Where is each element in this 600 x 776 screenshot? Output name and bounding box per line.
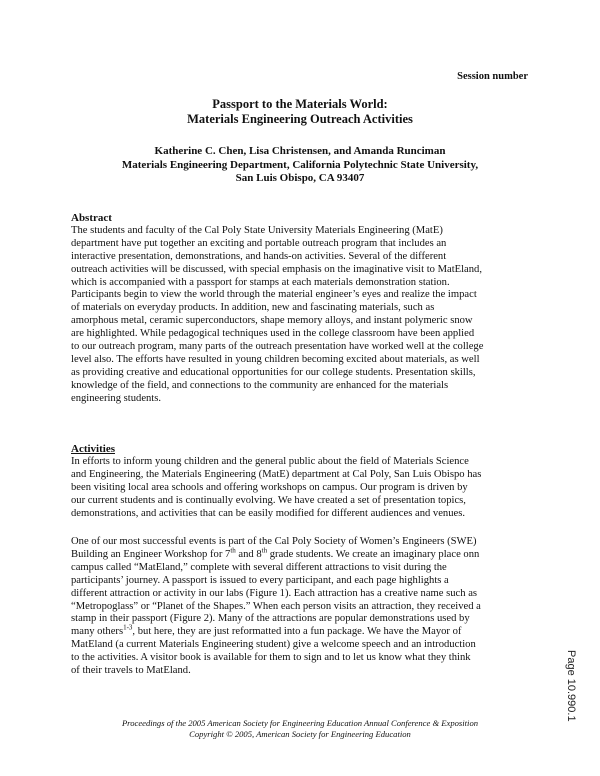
- activities-line: One of our most successful events is part of the Cal Poly Society of Women’s Engineers (SWE): [71, 536, 477, 547]
- author-block: [0, 145, 600, 186]
- activities-line: In efforts to inform young children and the general public about the field of Materials Science: [71, 455, 469, 467]
- abstract-body: [71, 225, 531, 406]
- activities-paragraph-2: [71, 536, 531, 678]
- text-span: Building an Engineer Workshop for 7: [71, 548, 231, 560]
- abstract-line: to our outreach program, many parts of the outreach presentation have worked well at the college: [71, 341, 484, 353]
- paper-title: [0, 97, 600, 127]
- text-span: grade students. We create an imaginary place onn: [267, 548, 480, 560]
- abstract-line: knowledge of the field, and connections to the community are enhanced for the materials: [71, 379, 449, 391]
- abstract-line: outreach activities will be discussed, with special emphasis on the imaginative visit to MatEland,: [71, 263, 483, 275]
- activities-line: our current students and is continually evolving. We have created a set of presentation topics,: [71, 494, 466, 506]
- abstract-line: interactive presentation, demonstrations, and hands-on activities. Several of the different: [71, 250, 447, 262]
- superscript: th: [261, 546, 268, 555]
- activities-section: [71, 443, 531, 520]
- session-number-label: Session number: [457, 71, 528, 82]
- footer-copyright: Copyright © 2005, American Society for Engineering Education: [189, 729, 411, 739]
- text-span: many others: [71, 626, 124, 638]
- abstract-line: The students and faculty of the Cal Poly State University Materials Engineering (MatE): [71, 224, 443, 236]
- activities-line: [71, 546, 531, 562]
- activities-line: stamp in their passport (Figure 2). Many of the attractions are popular demonstrations used by: [71, 613, 470, 625]
- abstract-line: of materials on everyday products. In addition, new and fascinating materials, such as: [71, 302, 435, 314]
- authors: Katherine C. Chen, Lisa Christensen, and Amanda Runciman: [154, 145, 446, 157]
- activities-paragraph-1: [71, 456, 531, 521]
- abstract-line: amorphous metal, ceramic superconductors, shape memory alloys, and instant polymeric snow: [71, 315, 473, 327]
- abstract-line: are highlighted. While pedagogical techniques used in the college classroom have been applied: [71, 328, 475, 340]
- activities-line: of their travels to MatEland.: [71, 665, 191, 677]
- citation-superscript: 1-3: [123, 623, 133, 632]
- title-line-1: Passport to the Materials World:: [212, 97, 388, 111]
- text-span: and 8: [235, 548, 262, 560]
- activities-line: campus called “MatEland,” complete with several different attractions to visit during the: [71, 561, 447, 573]
- affiliation-line-2: San Luis Obispo, CA 93407: [235, 172, 365, 184]
- activities-line: “Metropoglass” or “Planet of the Shapes.” When each person visits an attraction, they received a: [71, 600, 481, 612]
- abstract-line: engineering students.: [71, 392, 162, 404]
- activities-line: different attraction or activity in our labs (Figure 1). Each attraction has a creative name such as: [71, 587, 478, 599]
- title-line-2: Materials Engineering Outreach Activities: [187, 112, 413, 126]
- abstract-line: department have put together an exciting and portable outreach program that includes an: [71, 237, 447, 249]
- abstract-line: as providing creative and educational opportunities for our college students. Presentation skills,: [71, 366, 476, 378]
- abstract-line: which is accompanied with a passport for stamps at each materials demonstration station.: [71, 276, 450, 288]
- activities-line: and Engineering, the Materials Engineering (MatE) department at Cal Poly, San Luis Obispo has: [71, 468, 482, 480]
- activities-line: MatEland (a current Materials Engineering student) give a welcome speech and an introduction: [71, 639, 476, 651]
- activities-line: demonstrations, and activities that can be easily modified for different audiences and venues.: [71, 507, 465, 519]
- superscript: th: [230, 546, 236, 555]
- affiliation-line-1: Materials Engineering Department, California Polytechnic State University,: [121, 158, 479, 171]
- page-footer: [0, 718, 600, 740]
- page-number: Page 10.990.1: [565, 650, 577, 722]
- activities-line: to the activities. A visitor book is available for them to sign and to let us know what they think: [71, 652, 471, 664]
- activities-line: been visiting local area schools and offering workshops on campus. Our program is driven by: [71, 481, 468, 493]
- text-span: , but here, they are just reformatted into a fun package. We have the Mayor of: [132, 626, 462, 638]
- activities-line: [71, 623, 531, 639]
- activities-heading: Activities: [71, 443, 115, 455]
- abstract-line: Participants begin to view the world through the material engineer’s eyes and realize the impact: [71, 289, 477, 301]
- abstract-heading: Abstract: [71, 212, 112, 224]
- activities-line: participants’ journey. A passport is issued to every participant, and each page highlights a: [71, 574, 449, 586]
- footer-proceedings: Proceedings of the 2005 American Society for Engineering Education Annual Conference & Exposition: [121, 718, 479, 728]
- abstract-line: level also. The efforts have resulted in young children becoming excited about materials, as well: [71, 353, 480, 365]
- abstract-section: [71, 212, 531, 406]
